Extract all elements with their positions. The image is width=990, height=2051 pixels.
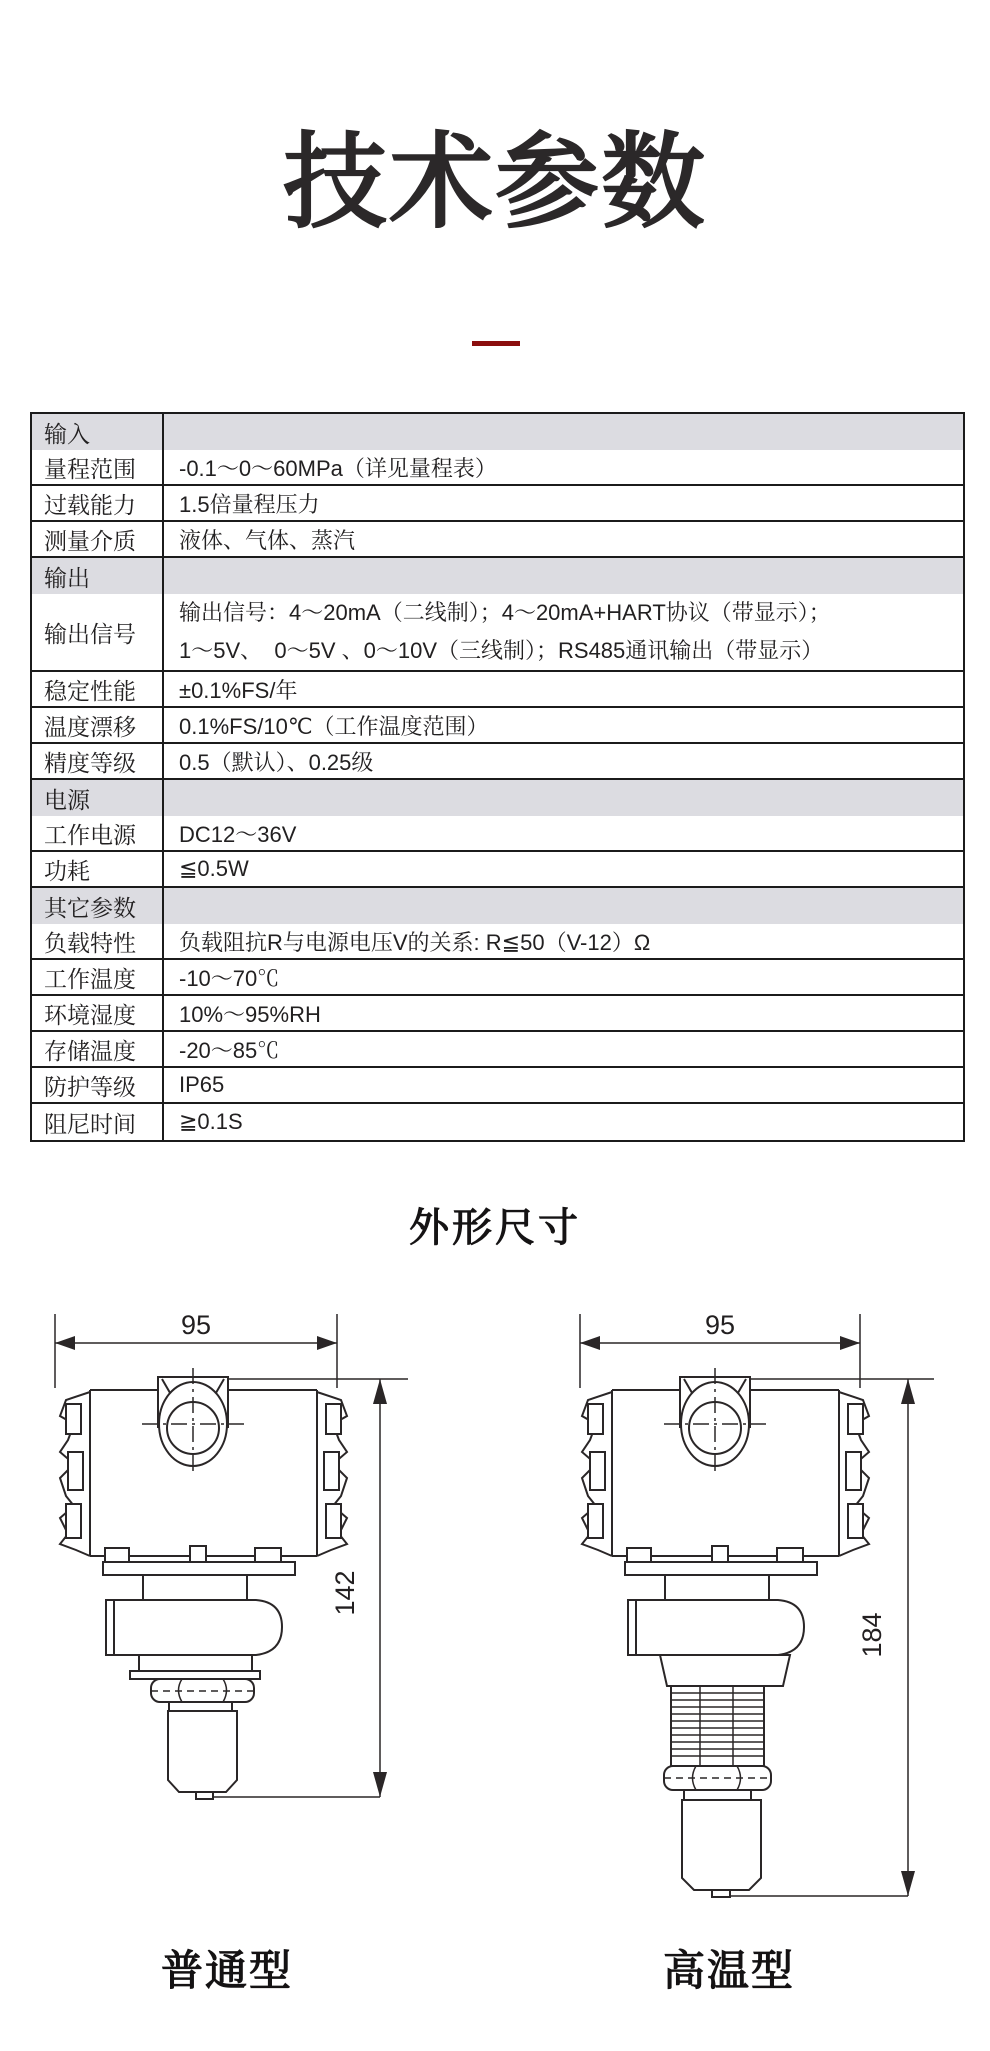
conduit-cap <box>664 1368 766 1476</box>
table-section-row <box>32 888 963 924</box>
high-temp-type-drawing <box>540 1300 960 1920</box>
height-dim-label: 142 <box>330 1570 360 1616</box>
row-value: 液体、气体、蒸汽 <box>179 527 356 553</box>
row-label: 负载特性 <box>32 924 164 958</box>
row-value: DC12～36V <box>179 821 297 847</box>
row-value: 0.5（默认）、0.25级 <box>179 749 374 775</box>
row-value: -20～85℃ <box>179 1037 280 1063</box>
cooling-fins <box>671 1686 764 1766</box>
row-label: 测量介质 <box>32 522 164 556</box>
row-value: 0.1%FS/10℃（工作温度范围） <box>179 713 489 739</box>
row-label: 其它参数 <box>32 888 164 924</box>
row-label: 输入 <box>32 414 164 450</box>
row-label: 阻尼时间 <box>32 1104 164 1140</box>
table-row <box>32 450 963 486</box>
row-label: 工作电源 <box>32 816 164 850</box>
row-value <box>164 888 963 924</box>
row-label: 量程范围 <box>32 450 164 484</box>
row-label: 工作温度 <box>32 960 164 994</box>
row-value <box>164 594 963 670</box>
row-value: ±0.1%FS/年 <box>179 677 298 703</box>
row-value: -10～70℃ <box>179 965 280 991</box>
row-label: 过载能力 <box>32 486 164 520</box>
row-label: 存储温度 <box>32 1032 164 1066</box>
title-accent-dash <box>472 341 520 346</box>
row-value: ≦0.5W <box>179 856 249 881</box>
row-label: 输出信号 <box>32 594 164 670</box>
row-value: 10%～95%RH <box>179 1001 321 1027</box>
dimensions-heading: 外形尺寸 <box>409 1206 581 1250</box>
table-row <box>32 924 963 960</box>
row-label: 输出 <box>32 558 164 594</box>
row-label: 防护等级 <box>32 1068 164 1102</box>
table-row <box>32 960 963 996</box>
row-value: ≧0.1S <box>179 1109 243 1134</box>
table-row <box>32 744 963 780</box>
row-label: 电源 <box>32 780 164 816</box>
page-title: 技术参数 <box>282 125 707 241</box>
figure-hightemp <box>540 1300 960 1920</box>
row-value: -0.1～0～60MPa（详见量程表） <box>179 455 497 481</box>
table-row <box>32 996 963 1032</box>
row-value-line: 1～5V、 0～5V 、0～10V（三线制）；RS485通讯输出（带显示） <box>179 638 824 663</box>
table-row <box>32 486 963 522</box>
table-row <box>32 1104 963 1140</box>
table-section-row <box>32 414 963 450</box>
process-connection <box>625 1546 817 1897</box>
figure-label-standard: 普通型 <box>160 1947 293 1994</box>
table-row <box>32 816 963 852</box>
row-value <box>164 780 963 816</box>
row-value: 1.5倍量程压力 <box>179 491 320 517</box>
row-label: 温度漂移 <box>32 708 164 742</box>
table-row <box>32 522 963 558</box>
row-value <box>164 414 963 450</box>
row-label: 精度等级 <box>32 744 164 778</box>
table-row <box>32 708 963 744</box>
conduit-cap <box>142 1368 244 1476</box>
width-dim-label: 95 <box>704 1310 736 1340</box>
figure-label-hightemp: 高温型 <box>662 1947 795 1994</box>
height-dim-label: 184 <box>857 1612 887 1658</box>
row-label: 功耗 <box>32 852 164 886</box>
row-value <box>164 558 963 594</box>
table-row <box>32 672 963 708</box>
row-value: 负载阻抗R与电源电压V的关系: R≦50（V-12）Ω <box>179 929 651 955</box>
figure-standard <box>30 1300 430 1820</box>
table-row <box>32 1068 963 1104</box>
row-label: 稳定性能 <box>32 672 164 706</box>
spec-table <box>30 412 965 1142</box>
process-connection <box>103 1546 295 1799</box>
standard-type-drawing <box>30 1300 430 1820</box>
table-row <box>32 852 963 888</box>
row-value-line: 输出信号：4～20mA（二线制）；4～20mA+HART协议（带显示）； <box>179 600 831 625</box>
row-value: IP65 <box>179 1072 225 1097</box>
table-section-row <box>32 558 963 594</box>
table-row <box>32 1032 963 1068</box>
table-section-row <box>32 780 963 816</box>
width-dim-label: 95 <box>180 1310 212 1340</box>
table-row <box>32 594 963 672</box>
row-label: 环境湿度 <box>32 996 164 1030</box>
